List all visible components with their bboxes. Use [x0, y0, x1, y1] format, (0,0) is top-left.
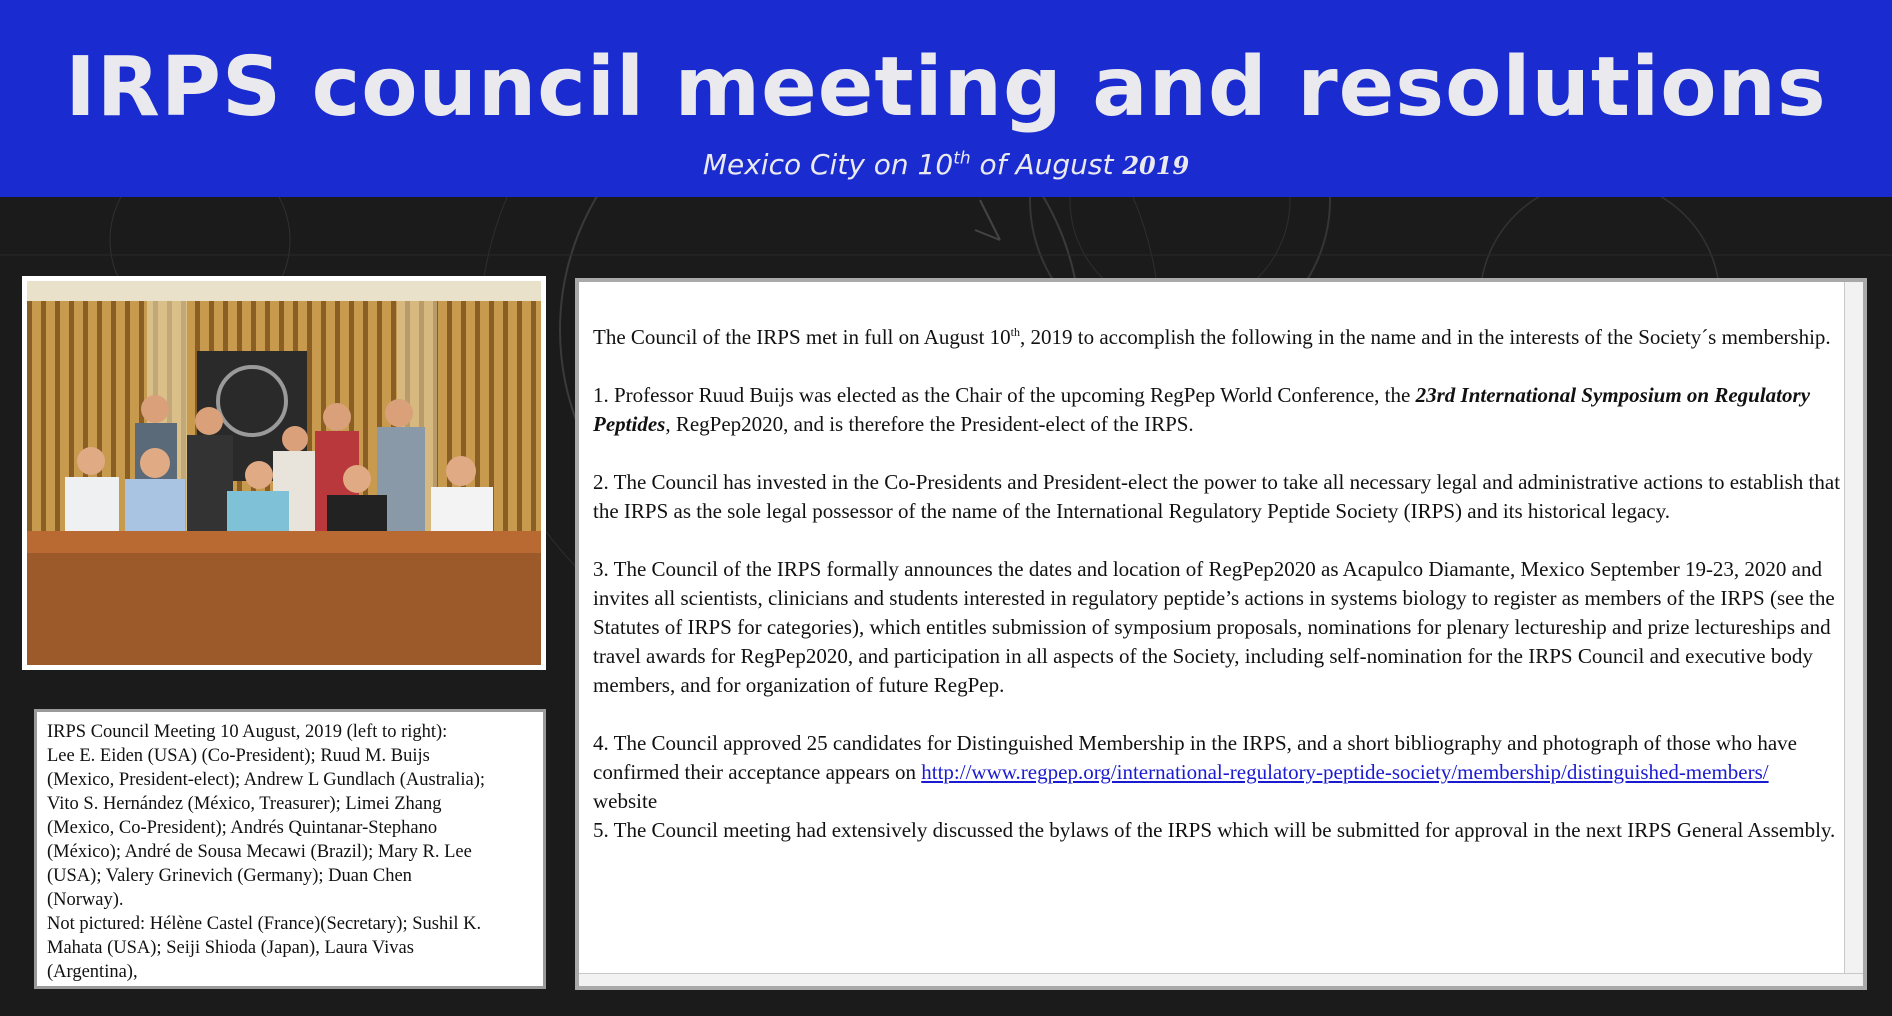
caption-line: IRPS Council Meeting 10 August, 2019 (left to right): [47, 722, 448, 742]
caption-line: Mahata (USA); Seiji Shioda (Japan), Laura Vivas [47, 938, 414, 958]
intro-sup: th [1010, 325, 1020, 339]
caption-line: Not pictured: Hélène Castel (France)(Secretary); Sushil K. [47, 914, 482, 934]
resolution-5: 5. The Council meeting had extensively discussed the bylaws of the IRPS which will be submitted for approval in the next IRPS General Assembly. [593, 818, 1836, 842]
caption-line: (Mexico, Co-President); Andrés Quintanar-Stephano [47, 818, 438, 838]
distinguished-members-link[interactable]: http://www.regpep.org/international-regulatory-peptide-society/membership/distinguished-members/ [921, 760, 1769, 784]
resolution-1-text-cont: , RegPep2020, and is therefore the President-elect of the IRPS. [665, 412, 1194, 436]
resolution-3: 3. The Council of the IRPS formally announces the dates and location of RegPep2020 as Acapulco Diamante, Mexico September 19-23, 2020 and invites all scientists, clinicians and students interested in regulatory peptide’s actions in systems biology to register as members of the IRPS (see the Statutes of IRPS for categories), which entitles submission of symposium proposals, nominations for plenary lectureship and prize lectureships and travel awards for RegPep2020, and participation in all aspects of the Society, including self-nomination for the IRPS Council and executive body members, and for organization of future RegPep. [593, 557, 1835, 697]
resolution-2: 2. The Council has invested in the Co-Presidents and President-elect the power to take all necessary legal and administrative actions to establish that the IRPS as the sole legal possessor of the name of the International Regulatory Peptide Society (IRPS) and its historical legacy. [593, 470, 1841, 523]
subtitle-sup: th [953, 148, 971, 169]
intro-text: The Council of the IRPS met in full on August 10 [593, 325, 1011, 349]
resolution-4-text: 4. The Council approved 25 candidates for Distinguished Membership in the IRPS, and a short bibliography and photograph of those who have confirmed their acceptance appears on [593, 731, 1797, 784]
caption-line: (Argentina), [47, 962, 138, 982]
group-photo-frame [22, 276, 546, 670]
caption-line: Lee E. Eiden (USA) (Co-President); Ruud M. Buijs [47, 746, 430, 766]
caption-line: (Norway). [47, 890, 124, 910]
resolutions-text-box[interactable] [575, 278, 1867, 990]
caption-line: (México); André de Sousa Mecawi (Brazil); Mary R. Lee [47, 842, 472, 862]
photo-caption [34, 709, 546, 989]
intro-paragraph [593, 318, 1849, 352]
subtitle-text: Mexico City on 10 [702, 148, 954, 181]
caption-line: (USA); Valery Grinevich (Germany); Duan Chen [47, 866, 412, 886]
caption-line: (Mexico, President-elect); Andrew L Gundlach (Australia); [47, 770, 486, 790]
resolution-4 [593, 729, 1849, 816]
page-subtitle [0, 148, 1892, 181]
symposium-name: 23rd International Symposium on Regulatory Peptides [593, 383, 1811, 436]
caption-line: Vito S. Hernández (México, Treasurer); Limei Zhang [47, 794, 442, 814]
vertical-scrollbar[interactable] [1844, 282, 1863, 986]
horizontal-scrollbar[interactable] [579, 973, 1863, 986]
intro-text-cont: , 2019 to accomplish the following in the name and in the interests of the Society´s membership. [1020, 325, 1831, 349]
page-title: IRPS council meeting and resolutions [65, 40, 1827, 135]
subtitle-year: 2019 [1122, 151, 1190, 180]
header-banner [0, 0, 1892, 197]
resolution-4-website: website [593, 789, 658, 813]
resolution-1-text: 1. Professor Ruud Buijs was elected as the Chair of the upcoming RegPep World Conference, the [593, 383, 1416, 407]
subtitle-mid: of August [970, 148, 1123, 181]
group-photo [27, 281, 541, 665]
resolution-1 [593, 381, 1849, 439]
